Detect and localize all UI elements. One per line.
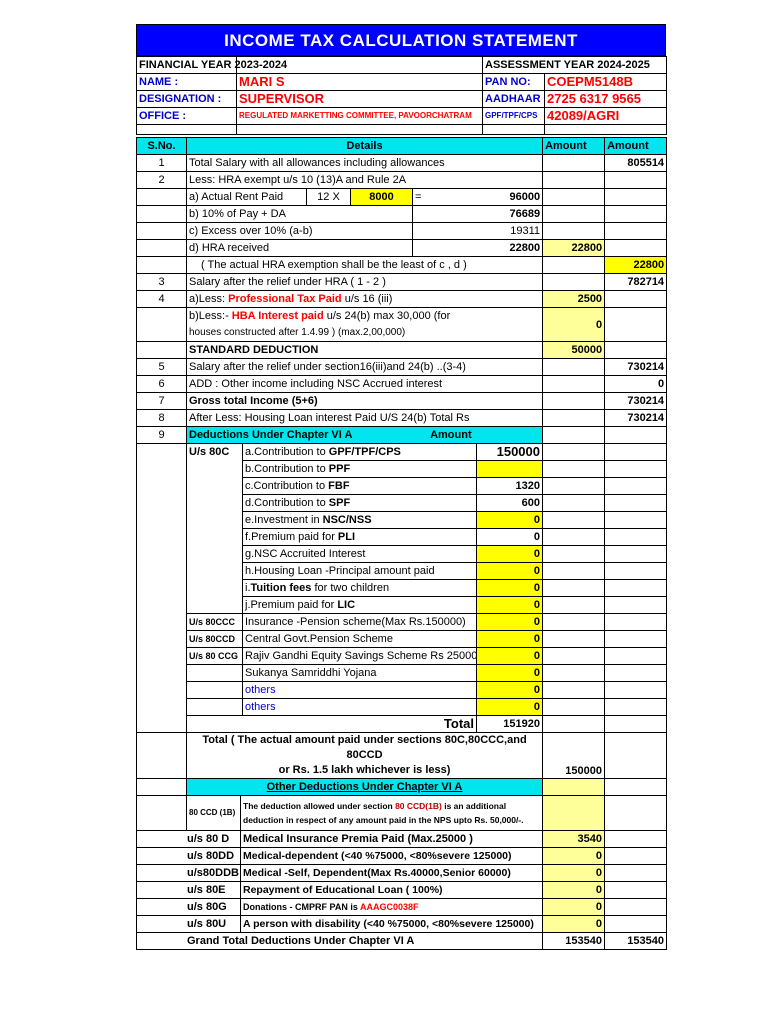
other-deduction-row: u/s 80U A person with disability (<40 %75000, <80%severe 125000) 0 bbox=[137, 916, 667, 933]
amount-input[interactable]: 0 bbox=[477, 631, 543, 648]
amount-input[interactable]: 600 bbox=[477, 495, 543, 512]
amount-input[interactable]: 0 bbox=[477, 614, 543, 631]
amount-input[interactable]: 0 bbox=[477, 580, 543, 597]
row-4a: 4 a)Less: Professional Tax Paid u/s 16 (iii) 2500 bbox=[137, 291, 667, 308]
amount-input[interactable]: 0 bbox=[477, 512, 543, 529]
header-table bbox=[136, 56, 667, 135]
hra-c-row: c) Excess over 10% (a-b) 19311 bbox=[137, 223, 667, 240]
designation-label: DESIGNATION : bbox=[137, 91, 237, 108]
amount-input[interactable]: 0 bbox=[477, 563, 543, 580]
row-4b: b)Less:- HBA Interest paid u/s 24(b) max 30,000 (for houses constructed after 1.4.99 ) (max.2,00,000) 0 bbox=[137, 308, 667, 342]
other-deduction-row: u/s 80DD Medical-dependent (<40 %75000, <80%severe 125000) 0 bbox=[137, 848, 667, 865]
row-2: 2 Less: HRA exempt u/s 10 (13)A and Rule 2A bbox=[137, 172, 667, 189]
financial-year: FINANCIAL YEAR 2023-2024 bbox=[137, 57, 237, 74]
office-label: OFFICE : bbox=[137, 108, 237, 125]
amount-input[interactable]: 0 bbox=[543, 899, 605, 916]
amount-input[interactable]: 0 bbox=[477, 665, 543, 682]
amount-input[interactable] bbox=[477, 461, 543, 478]
aadhaar-value: 2725 6317 9565 bbox=[545, 91, 667, 108]
name-label: NAME : bbox=[137, 74, 237, 91]
gpf-value: 42089/AGRI bbox=[545, 108, 667, 125]
deduction-80c-row: g.NSC Accruited Interest 0 bbox=[137, 546, 667, 563]
deduction-80c-row: j.Premium paid for LIC 0 bbox=[137, 597, 667, 614]
hra-rent-row: a) Actual Rent Paid 12 X 8000 = 96000 bbox=[137, 189, 667, 206]
ccd1b-input[interactable] bbox=[543, 796, 605, 831]
office-value: REGULATED MARKETTING COMMITTEE, PAVOORCHATRAM bbox=[237, 108, 483, 125]
deduction-80c-row: b.Contribution to PPF bbox=[137, 461, 667, 478]
column-header-row: S.No. Details Amount Amount bbox=[137, 138, 667, 155]
hra-note-row: ( The actual HRA exemption shall be the least of c , d ) 22800 bbox=[137, 257, 667, 274]
amount-input[interactable]: 150000 bbox=[477, 444, 543, 461]
other-deduction-row: u/s 80G Donations - CMPRF PAN is AAAGC0038F 0 bbox=[137, 899, 667, 916]
amount-input[interactable]: 0 bbox=[477, 597, 543, 614]
section-80c-table bbox=[136, 443, 667, 733]
section-80c-total-row: Total 151920 bbox=[137, 716, 667, 733]
row-9: 9 Deductions Under Chapter VI A Amount bbox=[137, 427, 667, 444]
deduction-80c-row: c.Contribution to FBF 1320 bbox=[137, 478, 667, 495]
row-1: 1 Total Salary with all allowances including allowances 805514 bbox=[137, 155, 667, 172]
other-deduction-row: u/s80DDB Medical -Self, Dependent(Max Rs.40000,Senior 60000) 0 bbox=[137, 865, 667, 882]
deduction-other-row: Sukanya Samriddhi Yojana 0 bbox=[137, 665, 667, 682]
amount-input[interactable]: 0 bbox=[477, 682, 543, 699]
deduction-other-row: U/s 80CCC Insurance -Pension scheme(Max Rs.150000) 0 bbox=[137, 614, 667, 631]
row-3: 3 Salary after the relief under HRA ( 1 - 2 ) 782714 bbox=[137, 274, 667, 291]
amount-input[interactable]: 0 bbox=[477, 529, 543, 546]
calculation-table bbox=[136, 137, 667, 444]
deduction-other-row: U/s 80CCD Central Govt.Pension Scheme 0 bbox=[137, 631, 667, 648]
row-7: 7 Gross total Income (5+6) 730214 bbox=[137, 393, 667, 410]
other-deduction-row: u/s 80 D Medical Insurance Premia Paid (Max.25000 ) 3540 bbox=[137, 831, 667, 848]
amount-input[interactable]: 0 bbox=[543, 916, 605, 933]
amount-input[interactable]: 0 bbox=[477, 546, 543, 563]
deduction-80c-row: h.Housing Loan -Principal amount paid 0 bbox=[137, 563, 667, 580]
tax-statement-sheet bbox=[136, 24, 666, 950]
deduction-other-row: others 0 bbox=[137, 699, 667, 716]
limit-table bbox=[136, 732, 667, 796]
amount-input[interactable]: 0 bbox=[477, 648, 543, 665]
amount-input[interactable]: 3540 bbox=[543, 831, 605, 848]
amount-input[interactable]: 0 bbox=[543, 865, 605, 882]
name-value: MARI S bbox=[237, 74, 483, 91]
pan-value: COEPM5148B bbox=[545, 74, 667, 91]
deduction-80c-row: i.Tuition fees for two children 0 bbox=[137, 580, 667, 597]
assessment-year: ASSESSMENT YEAR 2024-2025 bbox=[483, 57, 667, 74]
hra-b-row: b) 10% of Pay + DA 76689 bbox=[137, 206, 667, 223]
deduction-80c-row: U/s 80C a.Contribution to GPF/TPF/CPS 150000 bbox=[137, 444, 667, 461]
grand-total-row: Grand Total Deductions Under Chapter VI A 153540 153540 bbox=[137, 933, 667, 950]
designation-value: SUPERVISOR bbox=[237, 91, 483, 108]
other-deduction-row: u/s 80E Repayment of Educational Loan ( 100%) 0 bbox=[137, 882, 667, 899]
row-6: 6 ADD : Other income including NSC Accrued interest 0 bbox=[137, 376, 667, 393]
professional-tax-input[interactable]: 2500 bbox=[543, 291, 605, 308]
deduction-other-row: others 0 bbox=[137, 682, 667, 699]
gpf-label: GPF/TPF/CPS bbox=[483, 108, 545, 125]
aadhaar-label: AADHAAR bbox=[483, 91, 545, 108]
pan-label: PAN NO: bbox=[483, 74, 545, 91]
deduction-80c-row: d.Contribution to SPF 600 bbox=[137, 495, 667, 512]
other-deductions-table bbox=[136, 795, 667, 950]
statement-title: INCOME TAX CALCULATION STATEMENT bbox=[136, 24, 666, 56]
amount-input[interactable]: 1320 bbox=[477, 478, 543, 495]
row-8: 8 After Less: Housing Loan interest Paid U/S 24(b) Total Rs 730214 bbox=[137, 410, 667, 427]
hra-d-row: d) HRA received 22800 22800 bbox=[137, 240, 667, 257]
deduction-other-row: U/s 80 CCG Rajiv Gandhi Equity Savings Scheme Rs 25000 0 bbox=[137, 648, 667, 665]
amount-input[interactable]: 0 bbox=[477, 699, 543, 716]
ccd1b-row: 80 CCD (1B) The deduction allowed under section 80 CCD(1B) is an additional deduction in respect of any amount paid in the NPS upto Rs. 50,000/-. bbox=[137, 796, 667, 831]
standard-deduction-row: STANDARD DEDUCTION 50000 bbox=[137, 342, 667, 359]
hba-interest-input[interactable]: 0 bbox=[543, 308, 605, 342]
rent-input[interactable]: 8000 bbox=[351, 189, 413, 206]
row-5: 5 Salary after the relief under section16(iii)and 24(b) ..(3-4) 730214 bbox=[137, 359, 667, 376]
amount-input[interactable]: 0 bbox=[543, 848, 605, 865]
deduction-80c-row: f.Premium paid for PLI 0 bbox=[137, 529, 667, 546]
deduction-80c-row: e.Investment in NSC/NSS 0 bbox=[137, 512, 667, 529]
amount-input[interactable]: 0 bbox=[543, 882, 605, 899]
other-deductions-title-row: Other Deductions Under Chapter VI A bbox=[137, 779, 667, 796]
total-limit-row: Total ( The actual amount paid under sections 80C,80CCC,and 80CCD or Rs. 1.5 lakh whichever is less) 150000 bbox=[137, 733, 667, 779]
